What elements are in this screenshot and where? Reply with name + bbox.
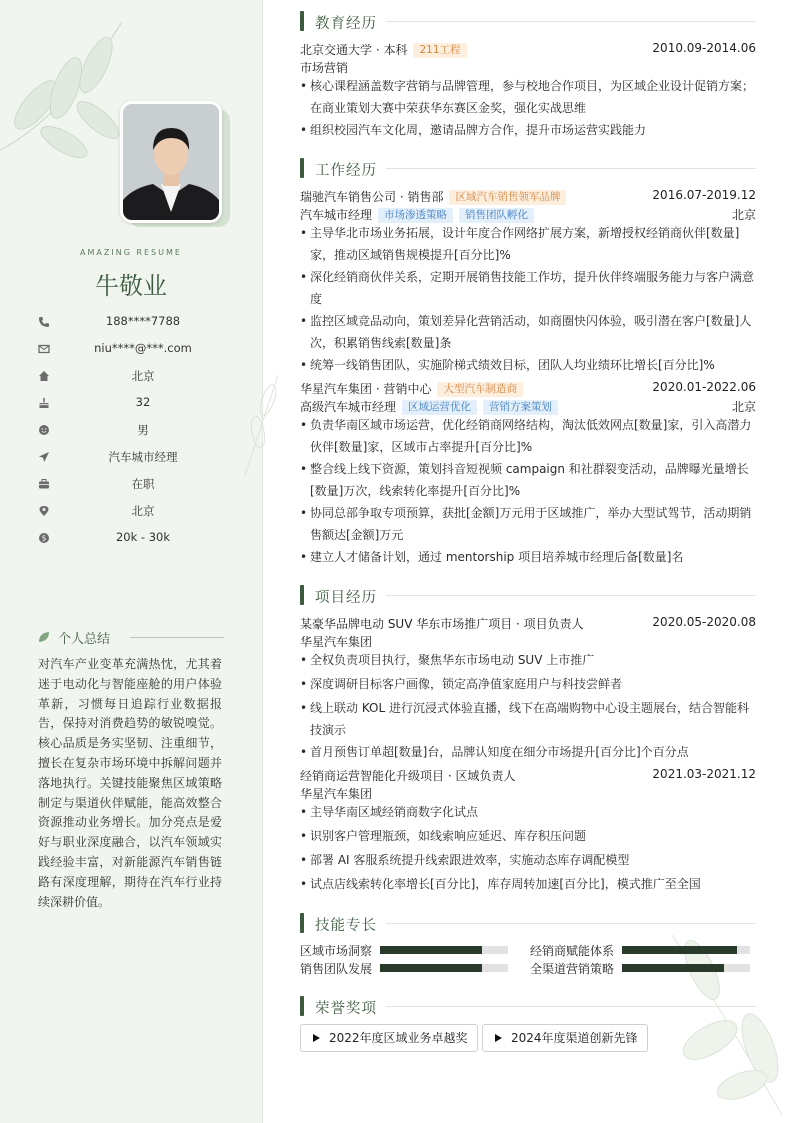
- award-item: [482, 1024, 648, 1052]
- info-phone: [38, 313, 228, 331]
- list-item: • 部署 AI 客服系统提升线索跟进效率，实施动态库存调配模型: [300, 853, 630, 867]
- list-item: • 深度调研目标客户画像，锁定高净值家庭用户与科技尝鲜者: [300, 677, 623, 691]
- list-item: • 组织校园汽车文化周，邀请品牌方合作，提升市场运营实践能力: [300, 123, 647, 137]
- play-triangle-icon: [313, 1034, 320, 1042]
- target-role-value: 汽车城市经理: [108, 450, 178, 464]
- list-item: • 线上联动 KOL 进行沉浸式体验直播，线下在高端购物中心设主题展台，结合智能科技演示: [300, 701, 749, 737]
- work-city: 北京: [731, 208, 756, 222]
- gender-value: 男: [137, 423, 149, 437]
- project-title: 经销商运营智能化升级项目 · 区域负责人: [300, 769, 516, 783]
- skill-label: 经销商赋能体系: [530, 944, 615, 958]
- role-tag: 区域运营优化: [402, 400, 477, 415]
- info-gender: [38, 421, 228, 439]
- svg-text:$: $: [41, 533, 47, 543]
- skill-label: 区域市场洞察: [300, 944, 373, 958]
- list-item: • 主导华南区域经销商数字化试点: [300, 805, 479, 819]
- school-name: 北京交通大学 · 本科: [300, 43, 408, 57]
- location-value: 北京: [131, 504, 155, 518]
- list-item: • 识别客户管理瓶颈，如线索响应延迟、库存积压问题: [300, 829, 587, 843]
- phone-icon: [38, 316, 50, 328]
- skill-bar: [380, 964, 508, 972]
- phone-value: 188****7788: [105, 314, 181, 328]
- list-item: • 试点店线索转化率增长[百分比]，库存周转加速[百分比]，模式推广至全国: [300, 877, 701, 891]
- home-icon: [38, 370, 50, 382]
- city-value: 北京: [131, 369, 155, 383]
- cake-icon: [38, 397, 50, 409]
- company-tag: 大型汽车制造商: [437, 382, 523, 397]
- role-tag: 营销方案策划: [483, 400, 558, 415]
- role-title: 汽车城市经理: [300, 208, 373, 222]
- award-item: [300, 1024, 478, 1052]
- list-item: • 核心课程涵盖数字营销与品牌管理，参与校地合作项目，为区域企业设计促销方案；在商业策划大赛中荣获华东赛区金奖，强化实战思维: [300, 79, 755, 115]
- portrait-photo-icon: [123, 104, 219, 220]
- work-role-row: [300, 206, 756, 222]
- section-title: 教育经历: [315, 16, 377, 32]
- company-name: 瑞驰汽车销售公司 · 销售部: [300, 190, 444, 204]
- email-icon: [38, 343, 50, 355]
- award-label: 2022年度区域业务卓越奖: [329, 1031, 468, 1045]
- info-location: [38, 502, 228, 520]
- company-name: 华星汽车集团 · 营销中心: [300, 382, 432, 396]
- info-city: [38, 367, 228, 385]
- section-title: 荣誉奖项: [315, 1001, 377, 1017]
- section-skills-header: [300, 913, 756, 933]
- project-org-row: [300, 785, 756, 801]
- skill-bar: [380, 946, 508, 954]
- list-item: • 统筹一线销售团队，实施阶梯式绩效目标，团队人均业绩环比增长[百分比]%: [300, 358, 715, 372]
- project-dates: 2020.05-2020.08: [652, 615, 756, 629]
- list-item: • 监控区域竞品动向，策划差异化营销活动，如商圈快闪体验，吸引潜在客户[数量]人次，积累销售线索[数量]条: [300, 314, 752, 350]
- salary-value: 20k - 30k: [115, 530, 171, 544]
- project-title-row: [300, 767, 756, 783]
- project-dates: 2021.03-2021.12: [652, 767, 756, 781]
- education-school-row: [300, 41, 756, 57]
- send-icon: [38, 451, 50, 463]
- skill-bar: [622, 946, 750, 954]
- company-tag: 区域汽车销售领军品牌: [449, 190, 566, 205]
- role-title: 高级汽车城市经理: [300, 400, 397, 414]
- project-org: 华星汽车集团: [300, 787, 373, 801]
- summary-text: 对汽车产业变革充满热忱，尤其着迷于电动化与智能座舱的用户体验革新，习惯每日追踪行业数据报告，保持对消费趋势的敏锐嗅觉。核心品质是务实坚韧、注重细节，擅长在复杂市场环境中拆解问题并落地执行。关键技能聚焦区域策略制定与渠道伙伴赋能，能高效整合资源推动业务增长。加分亮点是爱好与职业深度融合，以汽车领域实践经验丰富，对新能源汽车销售链路有深度理解，期待在汽车行业持续深耕价值。: [38, 657, 222, 909]
- status-value: 在职: [131, 477, 155, 491]
- location-pin-icon: [38, 505, 50, 517]
- summary-header: [38, 628, 224, 646]
- section-title: 项目经历: [315, 590, 377, 606]
- education-major-row: [300, 59, 756, 75]
- summary-title: 个人总结: [58, 632, 111, 647]
- list-item: • 负责华南区域市场运营，优化经销商网络结构，淘汰低效网点[数量]家，引入高潜力伙伴[数量]家，区域市占率提升[百分比]%: [300, 418, 752, 454]
- play-triangle-icon: [495, 1034, 502, 1042]
- list-item: • 首月预售订单超[数量]台，品牌认知度在细分市场提升[百分比]个百分点: [300, 745, 689, 759]
- section-education-header: [300, 11, 756, 31]
- list-item: • 全权负责项目执行，聚焦华东市场电动 SUV 上市推广: [300, 653, 595, 667]
- money-icon: [38, 532, 50, 544]
- sidebar: [0, 0, 263, 1123]
- info-status: [38, 475, 228, 493]
- list-item: • 建立人才储备计划，通过 mentorship 项目培养城市经理后备[数量]名: [300, 550, 684, 564]
- section-title: 工作经历: [315, 163, 377, 179]
- skill-bar: [622, 964, 750, 972]
- list-item: • 主导华北市场业务拓展，设计年度合作网络扩展方案，新增授权经销商伙伴[数量]家，推动区域销售规模提升[百分比]%: [300, 226, 740, 262]
- award-label: 2024年度渠道创新先锋: [511, 1031, 638, 1045]
- tagline: AMAZING RESUME: [80, 248, 182, 257]
- candidate-name: 牛敬业: [95, 272, 167, 300]
- leaf-corner-decoration-icon: [662, 930, 792, 1120]
- info-age: [38, 394, 228, 412]
- age-value: 32: [135, 395, 151, 409]
- work-company-row: [300, 380, 756, 396]
- section-title: 技能专长: [315, 918, 377, 934]
- project-org: 华星汽车集团: [300, 635, 373, 649]
- work-dates: 2016.07-2019.12: [652, 188, 756, 202]
- skill-label: 全渠道营销策略: [530, 962, 615, 976]
- section-work-header: [300, 158, 756, 178]
- section-projects-header: [300, 585, 756, 605]
- role-tag: 销售团队孵化: [459, 208, 534, 223]
- project-title: 某豪华品牌电动 SUV 华东市场推广项目 · 项目负责人: [300, 617, 584, 631]
- leaf-outline-decoration-icon: [240, 370, 280, 480]
- project-title-row: [300, 615, 756, 631]
- work-company-row: [300, 188, 756, 204]
- leaf-decoration-icon: [0, 10, 130, 160]
- work-city: 北京: [731, 400, 756, 414]
- avatar: [120, 101, 224, 223]
- project-org-row: [300, 633, 756, 649]
- major: 市场营销: [300, 61, 349, 75]
- info-target-role: [38, 448, 228, 466]
- skill-label: 销售团队发展: [300, 962, 373, 976]
- work-dates: 2020.01-2022.06: [652, 380, 756, 394]
- leaf-icon: [38, 631, 50, 643]
- list-item: • 整合线上线下资源，策划抖音短视频 campaign 和社群裂变活动，品牌曝光量增长[数量]万次，线索转化率提升[百分比]%: [300, 462, 749, 498]
- section-honors-header: [300, 996, 756, 1016]
- list-item: • 深化经销商伙伴关系，定期开展销售技能工作坊，提升伙伴终端服务能力与客户满意度: [300, 270, 755, 306]
- role-tag: 市场渗透策略: [378, 208, 453, 223]
- info-email: [38, 340, 228, 358]
- briefcase-icon: [38, 478, 50, 490]
- info-salary: [38, 529, 228, 547]
- school-tag: 211工程: [413, 43, 466, 58]
- work-role-row: [300, 398, 756, 414]
- email-value: niu****@***.com: [94, 341, 192, 355]
- education-dates: 2010.09-2014.06: [652, 41, 756, 55]
- list-item: • 协同总部争取专项预算，获批[金额]万元用于区域推广，举办大型试驾节，活动期销售额达[金额]万元: [300, 506, 752, 542]
- face-icon: [38, 424, 50, 436]
